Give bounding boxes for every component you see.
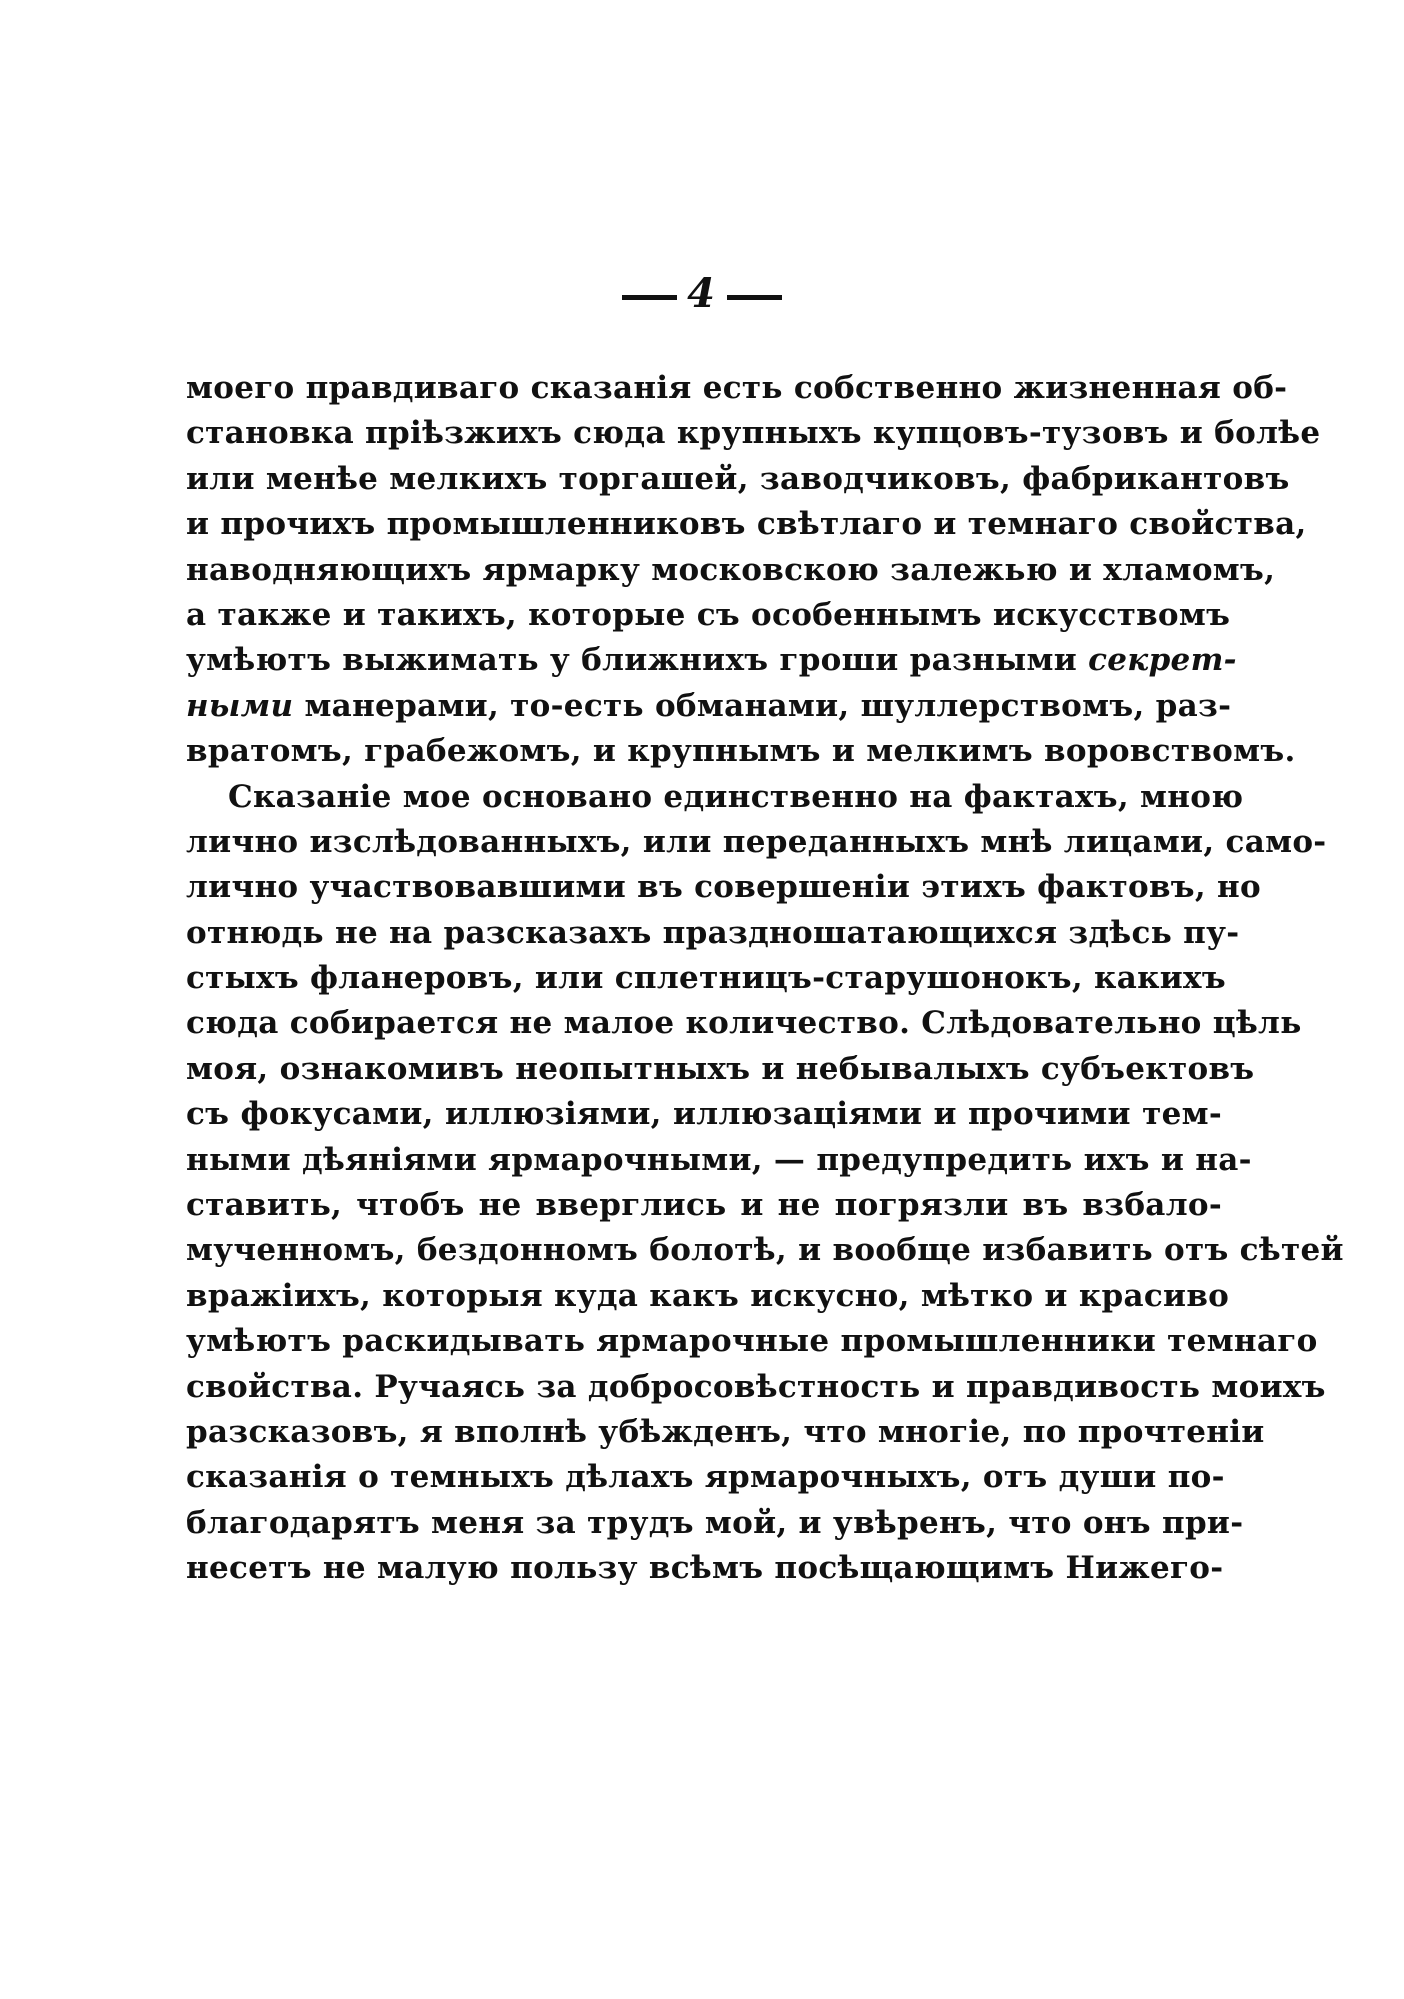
left-dash bbox=[622, 295, 677, 300]
text-segment: умѣютъ выжимать у ближнихъ гроши разными bbox=[186, 642, 1089, 679]
text-line: умѣютъ раскидывать ярмарочные промышленники темнаго bbox=[186, 1323, 1318, 1360]
text-line: наводняющихъ ярмарку московскою залежью и хламомъ, bbox=[186, 551, 1276, 588]
text-line: лично изслѣдованныхъ, или переданныхъ мнѣ лицами, само- bbox=[186, 823, 1327, 860]
text-line: сюда собирается не малое количество. Слѣдовательно цѣль bbox=[186, 1005, 1302, 1042]
text-line: вражіихъ, которыя куда какъ искусно, мѣтко и красиво bbox=[186, 1277, 1230, 1314]
text-line: отнюдь не на разсказахъ праздношатающихся здѣсь пу- bbox=[186, 914, 1240, 951]
text-line: мученномъ, бездонномъ болотѣ, и вообще избавить отъ сѣтей bbox=[186, 1232, 1344, 1269]
text-line: разсказовъ, я вполнѣ убѣжденъ, что многіе, по прочтеніи bbox=[186, 1413, 1265, 1450]
text-line: ставить, чтобъ не вверглись и не погрязли въ взбало- bbox=[186, 1187, 1222, 1224]
text-line: становка пріѣзжихъ сюда крупныхъ купцовъ-тузовъ и болѣе bbox=[186, 415, 1321, 452]
page-number-value: 4 bbox=[687, 270, 717, 317]
text-line: стыхъ фланеровъ, или сплетницъ-старушонокъ, какихъ bbox=[186, 960, 1226, 997]
text-line: сказанія о темныхъ дѣлахъ ярмарочныхъ, отъ души по- bbox=[186, 1459, 1225, 1496]
italic-text: ными bbox=[186, 687, 294, 724]
paragraph-end-line: вратомъ, грабежомъ, и крупнымъ и мелкимъ воровствомъ. bbox=[186, 733, 1296, 770]
text-line bbox=[186, 638, 1237, 683]
paragraph-first-line: Сказаніе мое основано единственно на фактахъ, мною bbox=[228, 778, 1244, 815]
text-line: и прочихъ промышленниковъ свѣтлаго и темнаго свойства, bbox=[186, 506, 1307, 543]
text-line: моя, ознакомивъ неопытныхъ и небывалыхъ субъектовъ bbox=[186, 1050, 1255, 1087]
page-number bbox=[0, 270, 1404, 317]
text-line: съ фокусами, иллюзіями, иллюзаціями и прочими тем- bbox=[186, 1096, 1222, 1133]
text-line: несетъ не малую пользу всѣмъ посѣщающимъ Нижего- bbox=[186, 1550, 1224, 1587]
text-line: а также и такихъ, которые съ особеннымъ искусствомъ bbox=[186, 596, 1231, 633]
text-segment: манерами, то-есть обманами, шуллерствомъ, раз- bbox=[293, 687, 1232, 724]
right-dash bbox=[727, 295, 782, 300]
text-line: благодарятъ меня за трудъ мой, и увѣренъ, что онъ при- bbox=[186, 1504, 1244, 1541]
italic-text: секрет- bbox=[1088, 642, 1237, 679]
text-line: или менѣе мелкихъ торгашей, заводчиковъ, фабрикантовъ bbox=[186, 460, 1290, 497]
body-text bbox=[186, 366, 1344, 1592]
text-line: лично участвовавшими въ совершеніи этихъ фактовъ, но bbox=[186, 869, 1262, 906]
text-line bbox=[186, 684, 1232, 729]
text-line: ными дѣяніями ярмарочными, — предупредить ихъ и на- bbox=[186, 1141, 1252, 1178]
text-line: свойства. Ручаясь за добросовѣстность и правдивость моихъ bbox=[186, 1368, 1326, 1405]
text-line: моего правдиваго сказанія есть собственно жизненная об- bbox=[186, 370, 1288, 406]
